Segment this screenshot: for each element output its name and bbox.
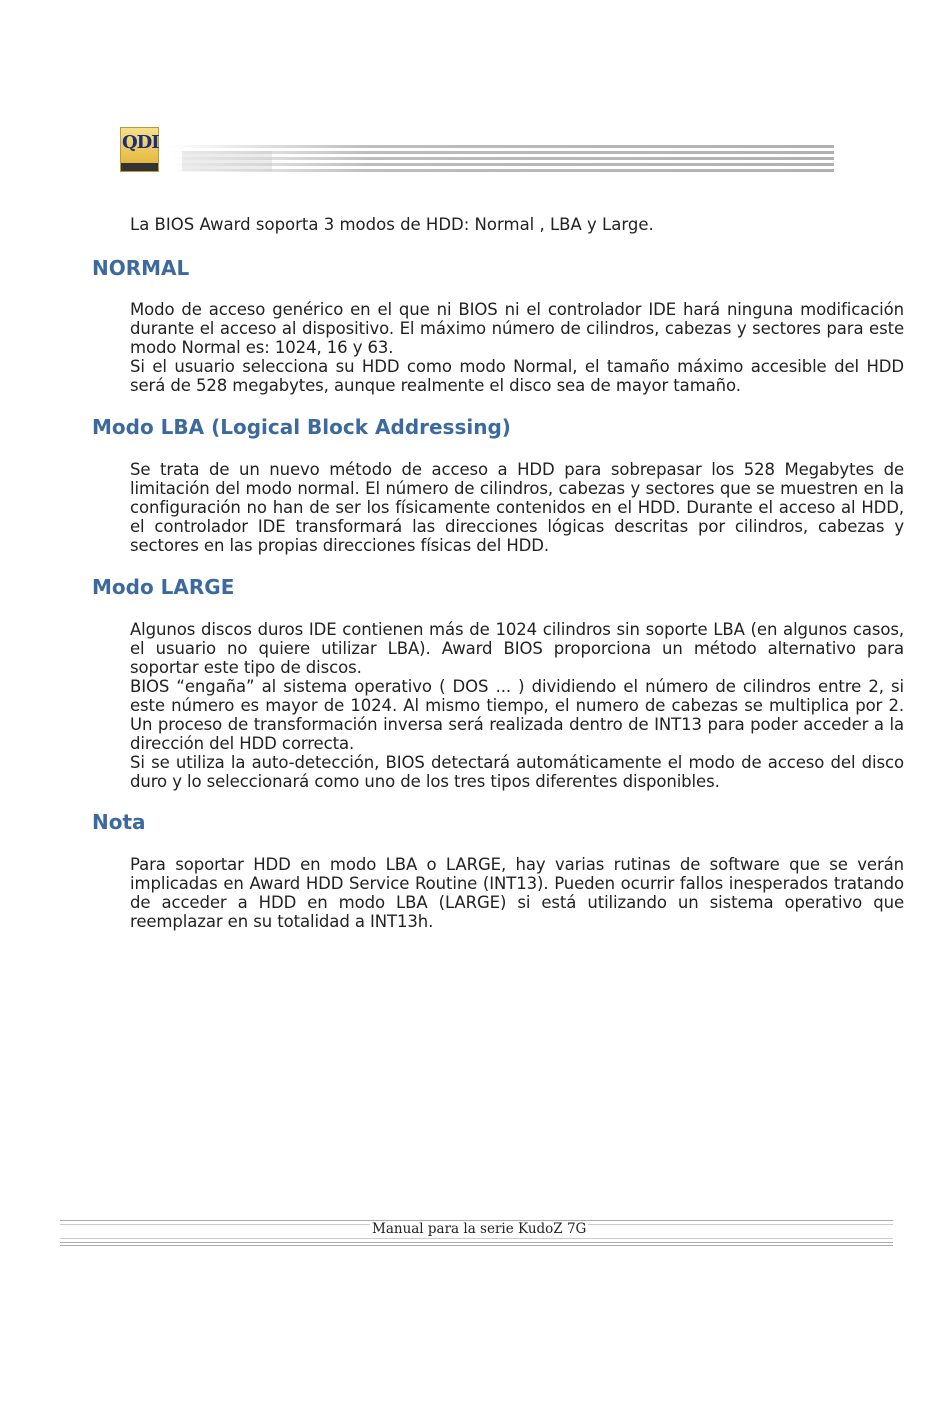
qdi-logo [120, 127, 159, 172]
heading-large: Modo LARGE [92, 575, 235, 599]
section-large-text [130, 620, 904, 791]
footer-rule [60, 1238, 893, 1239]
section-lba-text [130, 460, 904, 555]
paragraph: Si se utiliza la auto-detección, BIOS detectará automáticamente el modo de acceso del disco duro y lo seleccionará como uno de los tres tipos diferentes disponibles. [130, 753, 904, 791]
section-nota-text [130, 855, 904, 931]
paragraph: Se trata de un nuevo método de acceso a HDD para sobrepasar los 528 Megabytes de limitación del modo normal. El número de cilindros, cabezas y sectores que se muestren en la configuración no han de ser los físicamente contenidos en el HDD. Durante el acceso al HDD, el controlador IDE transformará las direcciones lógicas descritas por cilindros, cabezas y sectores en las propias direcciones físicas del HDD. [130, 460, 904, 555]
page-footer [60, 1220, 893, 1248]
footer-text: Manual para la serie KudoZ 7G [372, 1221, 587, 1237]
header-rule [170, 163, 834, 166]
logo-base [121, 163, 158, 171]
header-rule [170, 151, 834, 154]
heading-nota: Nota [92, 810, 146, 834]
page-header [120, 127, 834, 175]
intro-text: La BIOS Award soporta 3 modos de HDD: Normal , LBA y Large. [130, 215, 654, 234]
header-rule [170, 145, 834, 148]
paragraph: BIOS “engaña” al sistema operativo ( DOS ... ) dividiendo el número de cilindros entre 2, si este número es mayor de 1024. Al mismo tiempo, el numero de cabezas se multiplica por 2. Un proceso de transformación inversa será realizada dentro de INT13 para poder acceder a la dirección del HDD correcta. [130, 677, 904, 753]
footer-rule [60, 1242, 893, 1243]
section-normal-text [130, 300, 904, 395]
header-rule [170, 157, 834, 160]
heading-lba: Modo LBA (Logical Block Addressing) [92, 415, 511, 439]
logo-text: QDI [122, 132, 159, 153]
paragraph: Algunos discos duros IDE contienen más de 1024 cilindros sin soporte LBA (en algunos casos, el usuario no quiere utilizar LBA). Award BIOS proporciona un método alternativo para soportar este tipo de discos. [130, 620, 904, 677]
paragraph: Modo de acceso genérico en el que ni BIOS ni el controlador IDE hará ninguna modificación durante el acceso al dispositivo. El máximo número de cilindros, cabezas y sectores para este modo Normal es: 1024, 16 y 63. [130, 300, 904, 357]
paragraph: Para soportar HDD en modo LBA o LARGE, hay varias rutinas de software que se verán implicadas en Award HDD Service Routine (INT13). Pueden ocurrir fallos inesperados tratando de acceder a HDD en modo LBA (LARGE) si está utilizando un sistema operativo que reemplazar en su totalidad a INT13h. [130, 855, 904, 931]
header-rule [170, 169, 834, 172]
footer-rule [60, 1245, 893, 1246]
header-shade [182, 151, 272, 171]
paragraph: Si el usuario selecciona su HDD como modo Normal, el tamaño máximo accesible del HDD será de 528 megabytes, aunque realmente el disco sea de mayor tamaño. [130, 357, 904, 395]
heading-normal: NORMAL [92, 256, 190, 280]
